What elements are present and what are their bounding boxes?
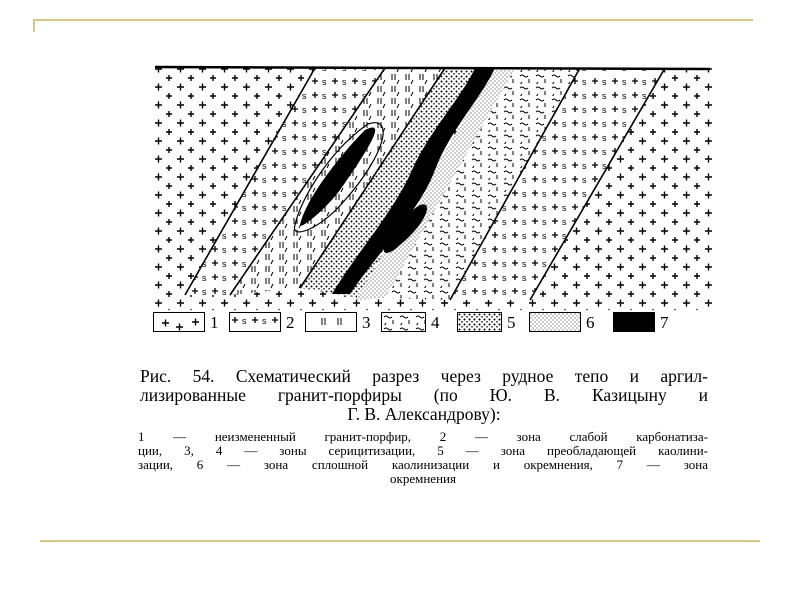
figure-title-line: лизированные гранит-порфиры (по Ю. В. Казицыну и [140,385,708,405]
legend-number: 3 [362,313,371,332]
legend-swatch-wave [381,312,426,332]
legend-number: 2 [286,313,295,332]
slide-top-rule [33,19,753,21]
figure-title-line: Рис. 54. Схематический разрез через рудное тепо и аргил- [140,366,708,386]
legend-number: 5 [507,313,516,332]
description-line: 1 — неизмененный гранит-порфир, 2 — зона слабой карбонатиза- [138,429,708,444]
legend-number: 6 [586,313,595,332]
description-line: ции, 3, 4 — зоны серицитизации, 5 — зона преобладающей каолини- [138,443,708,458]
legend [153,312,683,338]
legend-swatch-fine-dots [529,312,581,332]
legend-number: 4 [431,313,440,332]
legend-number: 1 [210,313,219,332]
legend-swatch-plus [153,312,205,332]
legend-swatch-ticks [305,312,357,332]
description-line: зации, 6 — зона сплошной каолинизации и окремнения, 7 — зона [138,457,708,472]
figure-description [138,430,708,486]
legend-swatch-solid [613,312,655,332]
legend-swatch-plus-s [229,312,281,332]
legend-number: 7 [660,313,669,332]
legend-swatch-dense-dots [457,312,502,332]
figure-title-line: Г. В. Александрову): [347,404,501,424]
geologic-cross-section [150,60,712,310]
figure-title [140,367,708,424]
slide-corner-mark [33,20,35,32]
description-line: окремнения [390,471,456,486]
slide-bottom-rule [40,540,760,542]
